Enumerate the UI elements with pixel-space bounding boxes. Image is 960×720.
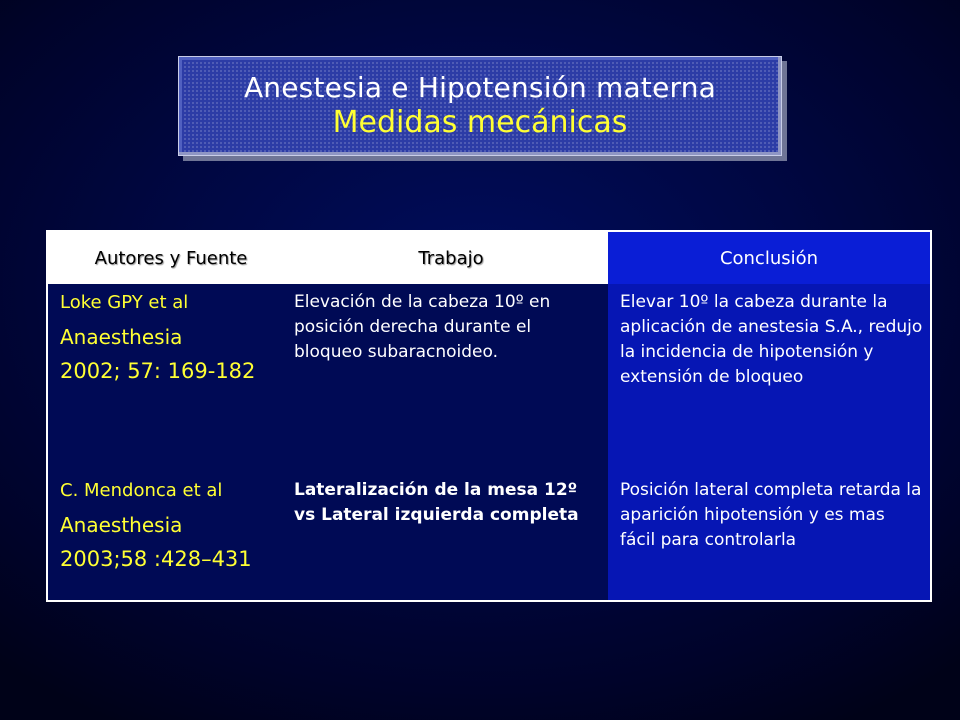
row-2-conclusion: Posición lateral completa retarda la aparición hipotensión y es mas fácil para controlarla: [620, 480, 922, 550]
title-box: [178, 56, 782, 156]
header-conclusion: Conclusión: [608, 232, 930, 284]
row-1-trabajo: Elevación de la cabeza 10º en posición derecha durante el bloqueo subaracnoideo.: [294, 292, 551, 362]
row-1-journal: Anaesthesia: [60, 325, 183, 349]
row-2-journal: Anaesthesia: [60, 513, 183, 537]
table-row-1-authors: [60, 286, 290, 388]
row-1-author-names: Loke GPY et al: [60, 292, 189, 313]
table-row-2-authors: [60, 474, 290, 576]
header-trabajo: Trabajo: [294, 232, 608, 284]
row-1-citation: 2002; 57: 169-182: [60, 359, 256, 383]
slide-title: Anestesia e Hipotensión materna: [243, 71, 717, 104]
row-2-trabajo: Lateralización de la mesa 12º vs Lateral izquierda completa: [294, 480, 579, 525]
row-2-citation: 2003;58 :428–431: [60, 547, 252, 571]
row-2-author-names: C. Mendonca et al: [60, 480, 223, 501]
studies-table: [46, 230, 932, 602]
row-1-conclusion: Elevar 10º la cabeza durante la aplicación de anestesia S.A., redujo la incidencia de hipotensión y extensión de bloqueo: [620, 292, 923, 387]
slide-subtitle: Medidas mecánicas: [332, 105, 628, 140]
header-authors: Autores y Fuente: [48, 232, 294, 284]
